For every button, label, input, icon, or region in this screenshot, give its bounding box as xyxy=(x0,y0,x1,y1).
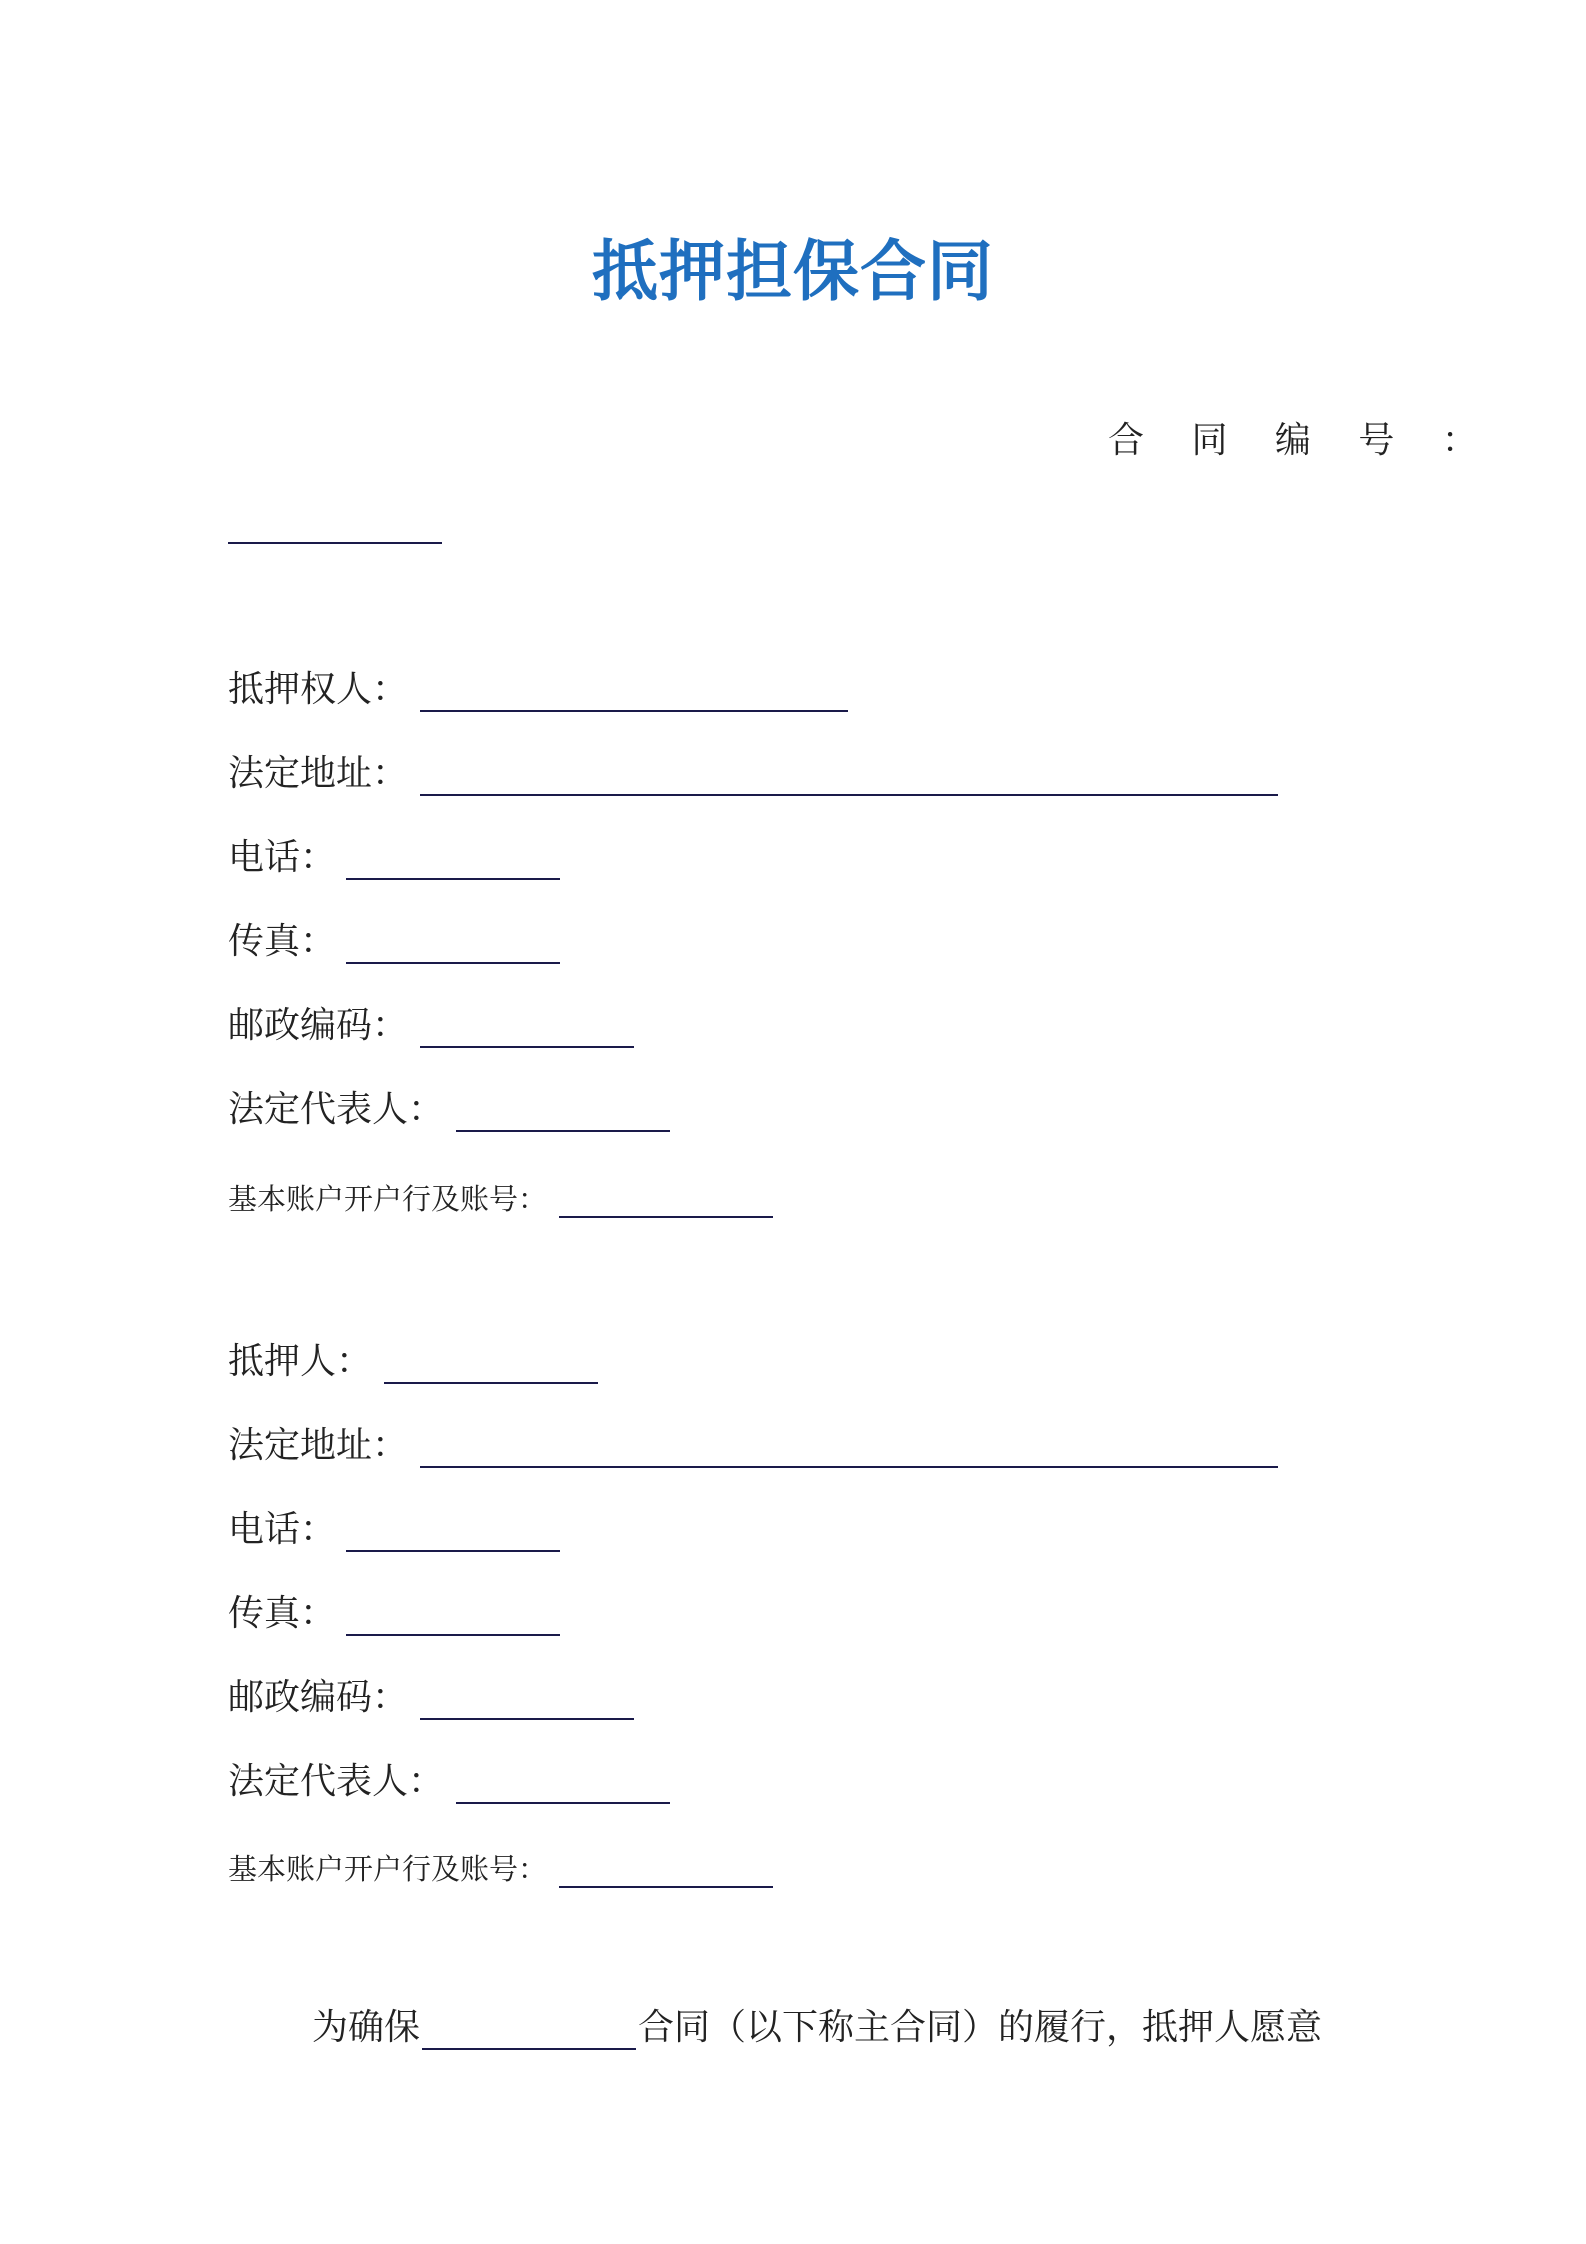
mortgagor-phone-blank[interactable] xyxy=(346,1516,560,1552)
mortgagee-bank-row xyxy=(228,1168,773,1218)
intro-prefix: 为确保 xyxy=(312,2007,421,2048)
document-title: 抵押担保合同 xyxy=(592,233,994,310)
mortgagor-postcode-label: 邮政编码： xyxy=(228,1677,409,1718)
intro-suffix: 合同（以下称主合同）的履行，抵押人愿意 xyxy=(638,2007,1323,2048)
mortgagor-fax-blank[interactable] xyxy=(346,1600,560,1636)
mortgagee-address-blank[interactable] xyxy=(420,760,1278,796)
mortgagee-fax-label: 传真： xyxy=(228,921,337,962)
mortgagor-address-label: 法定地址： xyxy=(228,1425,409,1466)
mortgagee-address-row xyxy=(228,746,1278,796)
mortgagee-phone-blank[interactable] xyxy=(346,844,560,880)
main-contract-blank[interactable] xyxy=(422,2014,636,2050)
mortgagor-rep-blank[interactable] xyxy=(456,1768,670,1804)
mortgagee-address-label: 法定地址： xyxy=(228,753,409,794)
mortgagor-fax-row xyxy=(228,1586,560,1636)
mortgagee-rep-row xyxy=(228,1082,670,1132)
contract-number-label: 合 同 编 号 ： xyxy=(1108,420,1496,461)
mortgagee-phone-row xyxy=(228,830,560,880)
mortgagor-address-blank[interactable] xyxy=(420,1432,1278,1468)
mortgagee-name-blank[interactable] xyxy=(420,676,848,712)
mortgagor-address-row xyxy=(228,1418,1278,1468)
mortgagor-bank-row xyxy=(228,1838,773,1888)
mortgagee-fax-row xyxy=(228,914,560,964)
mortgagor-fax-label: 传真： xyxy=(228,1593,337,1634)
contract-number-blank[interactable] xyxy=(228,542,442,544)
mortgagee-bank-label: 基本账户开户行及账号： xyxy=(228,1182,548,1216)
mortgagee-rep-blank[interactable] xyxy=(456,1096,670,1132)
mortgagee-rep-label: 法定代表人： xyxy=(228,1089,445,1130)
mortgagee-bank-blank[interactable] xyxy=(559,1182,773,1218)
mortgagee-name-label: 抵押权人： xyxy=(228,669,409,710)
mortgagor-postcode-row xyxy=(228,1670,634,1720)
mortgagor-postcode-blank[interactable] xyxy=(420,1684,634,1720)
mortgagee-name-row xyxy=(228,662,848,712)
mortgagor-bank-blank[interactable] xyxy=(559,1852,773,1888)
mortgagee-fax-blank[interactable] xyxy=(346,928,560,964)
mortgagor-bank-label: 基本账户开户行及账号： xyxy=(228,1852,548,1886)
mortgagor-name-row xyxy=(228,1334,598,1384)
mortgagor-phone-label: 电话： xyxy=(228,1509,337,1550)
mortgagor-rep-label: 法定代表人： xyxy=(228,1761,445,1802)
mortgagee-postcode-row xyxy=(228,998,634,1048)
mortgagee-postcode-blank[interactable] xyxy=(420,1012,634,1048)
intro-paragraph xyxy=(312,2000,1322,2050)
mortgagee-phone-label: 电话： xyxy=(228,837,337,878)
mortgagee-postcode-label: 邮政编码： xyxy=(228,1005,409,1046)
mortgagor-phone-row xyxy=(228,1502,560,1552)
mortgagor-name-blank[interactable] xyxy=(384,1348,598,1384)
mortgagor-name-label: 抵押人： xyxy=(228,1341,373,1382)
mortgagor-rep-row xyxy=(228,1754,670,1804)
